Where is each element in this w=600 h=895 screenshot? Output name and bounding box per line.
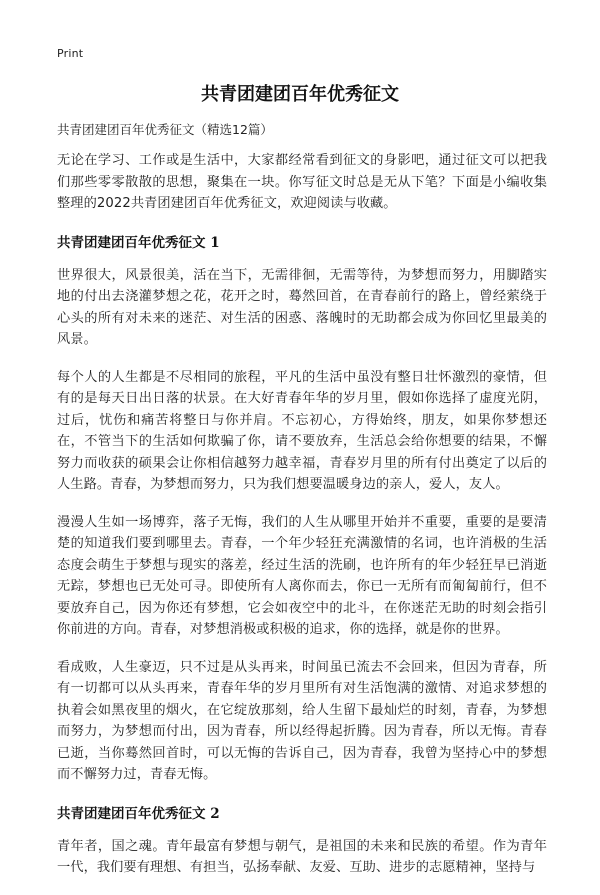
section-heading-1: 共青团建团百年优秀征文 1 — [57, 234, 220, 251]
section-heading-2: 共青团建团百年优秀征文 2 — [57, 805, 220, 822]
section-1-paragraph-3: 漫漫人生如一场博弈，落子无悔，我们的人生从哪里开始并不重要，重要的是要清楚的知道我们要到哪里去。青春，一个年少轻狂充满激情的名词，也许消极的生活态度会萌生于梦想与现实的落差，经过生活的洗刷，也许所有的年少轻狂早已消逝无踪，梦想也已无处可寻。即使所有人离你而去，你已一无所有而匍匐前行，但不要放弃自己，因为你还有梦想，它会如夜空中的北斗，在你迷茫无助的时刻会指引你前进的方向。青春，对梦想消极或积极的追求，你的选择，就是你的世界。 — [57, 514, 547, 637]
section-1-paragraph-1: 世界很大，风景很美，活在当下，无需徘徊，无需等待，为梦想而努力，用脚踏实地的付出去浇灌梦想之花，花开之时，蓦然回首，在青春前行的路上，曾经萦绕于心头的所有对未来的迷茫、对生活的困惑、落魄时的无助都会成为你回忆里最美的风景。 — [57, 267, 547, 347]
print-label[interactable]: Print — [57, 47, 84, 60]
section-1-paragraph-4: 看成败，人生豪迈，只不过是从头再来，时间虽已流去不会回来，但因为青春，所有一切都可以从头再来，青春年华的岁月里所有对生活饱满的激情、对追求梦想的执着会如黑夜里的烟火，在它绽放那刻，给人生留下最灿烂的时刻，青春，为梦想而努力，为梦想而付出，因为青春，所以经得起折腾。因为青春，所以无悔。青春已逝，当你蓦然回首时，可以无悔的告诉自己，因为青春，我曾为坚持心中的梦想而不懈努力过，青春无悔。 — [57, 659, 547, 782]
document-body — [57, 150, 547, 895]
document-title: 共青团建团百年优秀征文 — [201, 84, 399, 105]
section-1-paragraph-2: 每个人的人生都是不尽相同的旅程，平凡的生活中虽没有整日壮怀激烈的豪情，但有的是每天日出日落的状景。在大好青春年华的岁月里，假如你选择了虚度光阴，过后，忧伤和痛苦将整日与你并肩。不忘初心，方得始终，朋友，如果你梦想还在，不管当下的生活如何欺骗了你，请不要放弃，生活总会给你想要的结果，不懈努力而收获的硕果会让你相信越努力越幸福，青春岁月里的所有付出奠定了以后的人生路。青春，为梦想而努力，只为我们想要温暖身边的亲人，爱人，友人。 — [57, 369, 547, 492]
intro-paragraph: 无论在学习、工作或是生活中，大家都经常看到征文的身影吧，通过征文可以把我们那些零零散散的思想，聚集在一块。你写征文时总是无从下笔？下面是小编收集整理的2022共青团建团百年优秀征文，欢迎阅读与收藏。 — [57, 153, 547, 211]
section-2-paragraph-1: 青年者，国之魂。青年最富有梦想与朝气，是祖国的未来和民族的希望。作为青年一代，我们要有理想、有担当，弘扬奉献、友爱、互助、进步的志愿精神，坚持与 — [57, 838, 547, 875]
document-subtitle: 共青团建团百年优秀征文（精选12篇） — [57, 122, 273, 137]
